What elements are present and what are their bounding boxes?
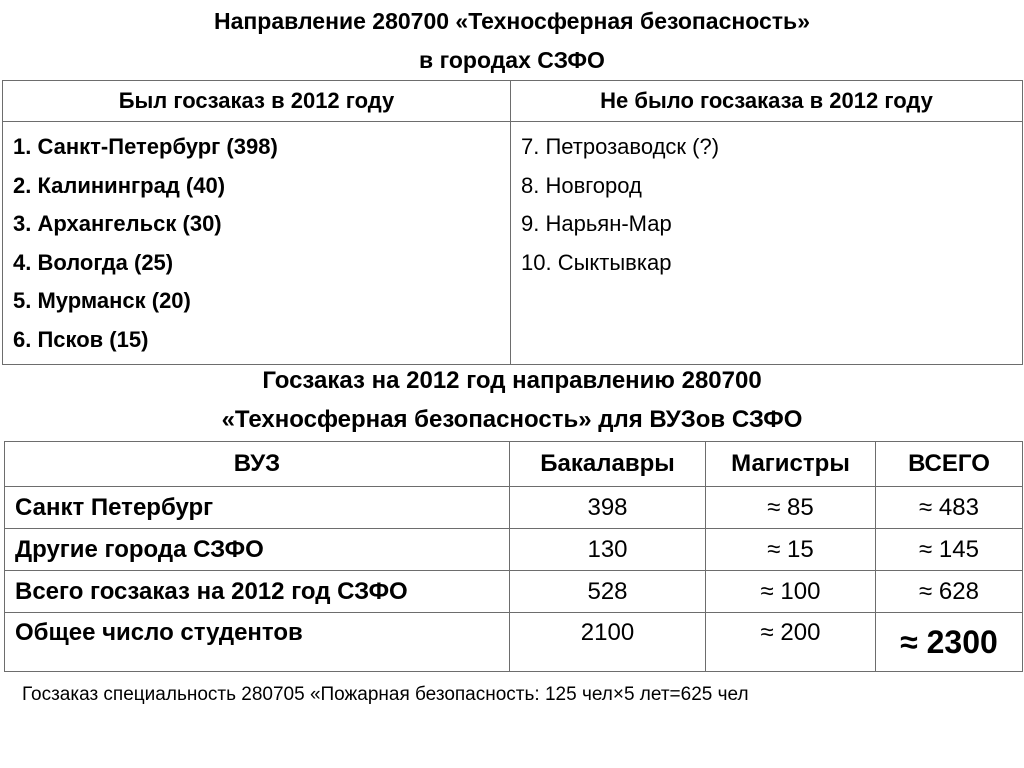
section2-subtitle: «Техносферная безопасность» для ВУЗов СЗФО bbox=[221, 406, 803, 433]
row-label: Общее число студентов bbox=[5, 613, 510, 672]
total-value: ≈ 628 bbox=[876, 571, 1023, 613]
section2-title: Госзаказ на 2012 год направлению 280700 bbox=[262, 367, 762, 394]
quota-table bbox=[4, 441, 1023, 672]
footnote: Госзаказ специальность 280705 «Пожарная безопасность: 125 чел×5 лет=625 чел bbox=[22, 684, 749, 705]
list-item: 5. Мурманск (20) bbox=[13, 288, 191, 314]
table-row bbox=[5, 529, 1023, 571]
cities-table-header-row bbox=[3, 81, 1023, 122]
quota-table-header-row bbox=[5, 442, 1023, 487]
bachelors-value: 398 bbox=[510, 487, 706, 529]
masters-value: ≈ 15 bbox=[706, 529, 876, 571]
grand-total-value: ≈ 2300 bbox=[876, 613, 1023, 672]
bachelors-value: 528 bbox=[510, 571, 706, 613]
bachelors-value: 2100 bbox=[510, 613, 706, 672]
masters-value: ≈ 85 bbox=[706, 487, 876, 529]
bachelors-value: 130 bbox=[510, 529, 706, 571]
total-value: ≈ 145 bbox=[876, 529, 1023, 571]
total-value: ≈ 483 bbox=[876, 487, 1023, 529]
column-header-university: ВУЗ bbox=[5, 442, 510, 487]
section1-title: Направление 280700 «Техносферная безопасность» bbox=[214, 8, 810, 34]
list-item: 10. Сыктывкар bbox=[521, 249, 672, 275]
masters-value: ≈ 200 bbox=[706, 613, 876, 672]
list-item: 1. Санкт-Петербург (398) bbox=[13, 134, 278, 159]
list-item: 2. Калининград (40) bbox=[13, 172, 226, 198]
list-item: 6. Псков (15) bbox=[13, 326, 149, 352]
masters-value: ≈ 100 bbox=[706, 571, 876, 613]
row-label: Санкт Петербург bbox=[5, 487, 510, 529]
list-item: 7. Петрозаводск (?) bbox=[521, 134, 720, 159]
table-row bbox=[5, 613, 1023, 672]
cities-table-body-row bbox=[3, 122, 1023, 365]
cities-without-order-cell bbox=[511, 122, 1023, 365]
list-item: 3. Архангельск (30) bbox=[13, 211, 222, 237]
table-row bbox=[5, 487, 1023, 529]
row-label: Другие города СЗФО bbox=[5, 529, 510, 571]
column-header-with-order: Был госзаказ в 2012 году bbox=[3, 81, 511, 122]
column-header-without-order: Не было госзаказа в 2012 году bbox=[511, 81, 1023, 122]
column-header-bachelors: Бакалавры bbox=[510, 442, 706, 487]
table-row bbox=[5, 571, 1023, 613]
column-header-total: ВСЕГО bbox=[876, 442, 1023, 487]
list-item: 9. Нарьян-Мар bbox=[521, 211, 672, 237]
cities-with-order-cell bbox=[3, 122, 511, 365]
column-header-masters: Магистры bbox=[706, 442, 876, 487]
cities-table bbox=[2, 80, 1023, 365]
section1-subtitle: в городах СЗФО bbox=[419, 47, 605, 73]
list-item: 4. Вологда (25) bbox=[13, 249, 174, 275]
list-item: 8. Новгород bbox=[521, 172, 642, 198]
row-label: Всего госзаказ на 2012 год СЗФО bbox=[5, 571, 510, 613]
